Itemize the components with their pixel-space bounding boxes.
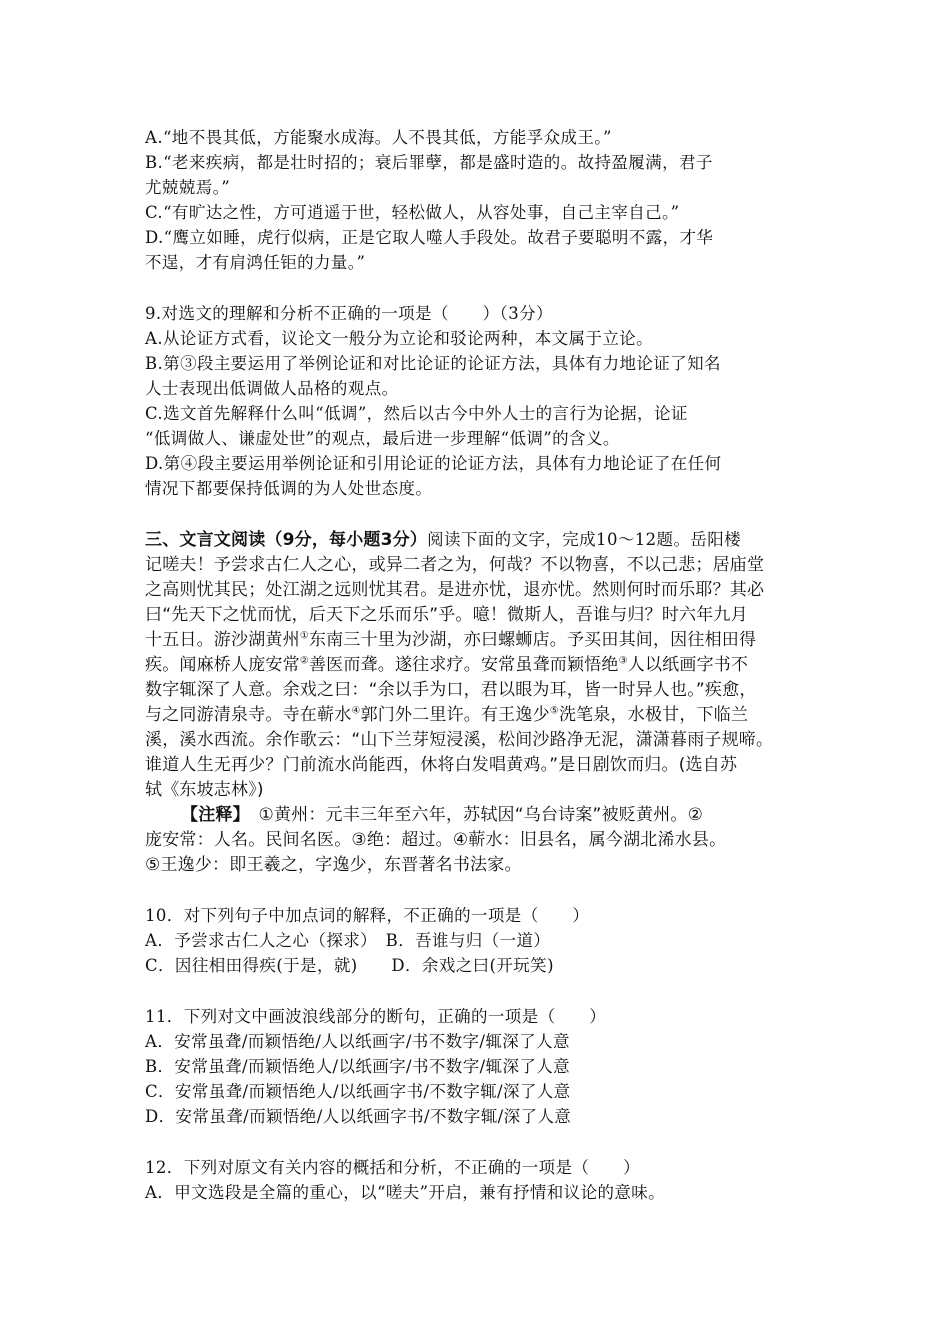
section3-heading-line [145,528,741,552]
passage-line [145,703,748,727]
q11-option-b: B．安常虽聋/而颖悟绝人/以纸画字/书不数字/辄深了人意 [145,1057,571,1076]
q10-options-row: A．予尝求古仁人之心（探求） B．吾谁与归（一道） [145,931,551,950]
passage-fragment: 与之同游清泉寺。寺在蕲水 [145,705,352,725]
notes-line: 庞安常：人名。民间名医。③绝：超过。④蕲水：旧县名，属今湖北浠水县。 [145,830,727,850]
passage-fragment: 东南三十里为沙湖，亦曰螺蛳店。予买田其间，因往相田得 [308,630,757,650]
q8-option-c: C.“有旷达之性，方可逍遥于世，轻松做人，从容处事，自己主宰自己。” [145,203,680,222]
q8-option-b-cont: 尤兢兢焉。” [145,178,231,197]
q10-stem: 10．对下列句子中加点词的解释，不正确的一项是（ ） [145,906,590,925]
passage-line: 记嗟夫！予尝求古仁人之心，或异二者之为，何哉？不以物喜，不以己悲；居庙堂 [145,555,765,575]
notes-label: 【注释】 [181,805,242,825]
note-mark: ③ [618,655,628,667]
section3-instruction: 阅读下面的文字，完成10～12题。岳阳楼 [427,530,742,549]
passage-line: 曰“先天下之忧而忧，后天下之乐而乐”乎。噫！微斯人，吾谁与归？时六年九月 [145,605,748,625]
q8-option-d: D.“鹰立如睡，虎行似病，正是它取人噬人手段处。故君子要聪明不露，才华 [145,228,714,247]
q11-option-d: D．安常虽聋/而颖悟绝/人以纸画字书/不数字辄/深了人意 [145,1107,572,1126]
q9-option-c-cont: “低调做人、谦虚处世”的观点，最后进一步理解“低调”的含义。 [145,429,620,448]
q8-option-b: B.“老来疾病，都是壮时招的；衰后罪孽，都是盛时造的。故持盈履满，君子 [145,153,713,172]
q12-option-a: A．甲文选段是全篇的重心，以“嗟夫”开启，兼有抒情和议论的意味。 [145,1183,666,1202]
notes-line [181,803,703,827]
q9-option-d-cont: 情况下都要保持低调的为人处世态度。 [145,479,433,498]
note-mark: ② [299,655,309,667]
q9-option-b-cont: 人士表现出低调做人品格的观点。 [145,379,399,398]
passage-line [145,653,748,677]
passage-fragment: 洗笔泉，水极甘，下临兰 [558,705,749,725]
note-mark: ⑤ [549,705,559,717]
passage-line: 溪，溪水西流。余作歌云：“山下兰芽短浸溪，松间沙路净无泥，潇潇暮雨子规啼。 [145,730,774,750]
passage-line: 轼《东坡志林》) [145,780,264,800]
section3-heading: 三、文言文阅读（9分，每小题3分） [145,530,428,550]
passage-fragment: 郭门外二里许。有王逸少 [360,705,550,725]
q12-stem: 12．下列对原文有关内容的概括和分析，不正确的一项是（ ） [145,1158,640,1177]
q11-option-a: A．安常虽聋/而颖悟绝/人以纸画字/书不数字/辄深了人意 [145,1032,570,1051]
note-mark: ① [299,630,309,642]
q11-option-c: C．安常虽聋/而颖悟绝人/以纸画字书/不数字辄/深了人意 [145,1082,571,1101]
q9-option-a: A.从论证方式看，议论文一般分为立论和驳论两种，本文属于立论。 [145,329,654,348]
q10-options-row: C．因往相田得疾(于是，就) D．余戏之曰(开玩笑) [145,956,554,975]
q11-stem: 11．下列对文中画波浪线部分的断句，正确的一项是（ ） [145,1007,607,1026]
notes-line: ⑤王逸少：即王羲之，字逸少，东晋著名书法家。 [145,855,522,875]
q9-stem: 9.对选文的理解和分析不正确的一项是（ ）（3分） [145,304,553,323]
passage-line: 数字辄深了人意。余戏之曰：“余以手为口，君以眼为耳，皆一时异人也。”疾愈， [145,680,757,700]
passage-fragment: 善医而聋。遂往求疗。安常虽聋而颖悟绝 [308,655,619,675]
passage-fragment: 人以纸画字书不 [627,655,749,675]
notes-text: ①黄州：元丰三年至六年，苏轼因“乌台诗案”被贬黄州。② [258,805,704,825]
q9-option-d: D.第④段主要运用举例论证和引用论证的论证方法，具体有力地论证了在任何 [145,454,722,473]
note-mark: ④ [351,705,361,717]
q9-option-b: B.第③段主要运用了举例论证和对比论证的论证方法，具体有力地论证了知名 [145,354,721,373]
q8-option-d-cont: 不逞，才有肩鸿任钜的力量。” [145,253,366,272]
passage-line [145,628,756,652]
passage-line: 之高则忧其民；处江湖之远则忧其君。是进亦忧，退亦忧。然则何时而乐耶？其必 [145,580,765,600]
q9-option-c: C.选文首先解释什么叫“低调”，然后以古今中外人士的言行为论据，论证 [145,404,688,423]
q8-option-a: A.“地不畏其低，方能聚水成海。人不畏其低，方能孚众成王。” [145,128,612,147]
passage-fragment: 疾。闻麻桥人庞安常 [145,655,300,675]
passage-fragment: 十五日。游沙湖黄州 [145,630,300,650]
passage-line: 谁道人生无再少？门前流水尚能西，休将白发唱黄鸡。”是日剧饮而归。(选自苏 [145,755,738,775]
